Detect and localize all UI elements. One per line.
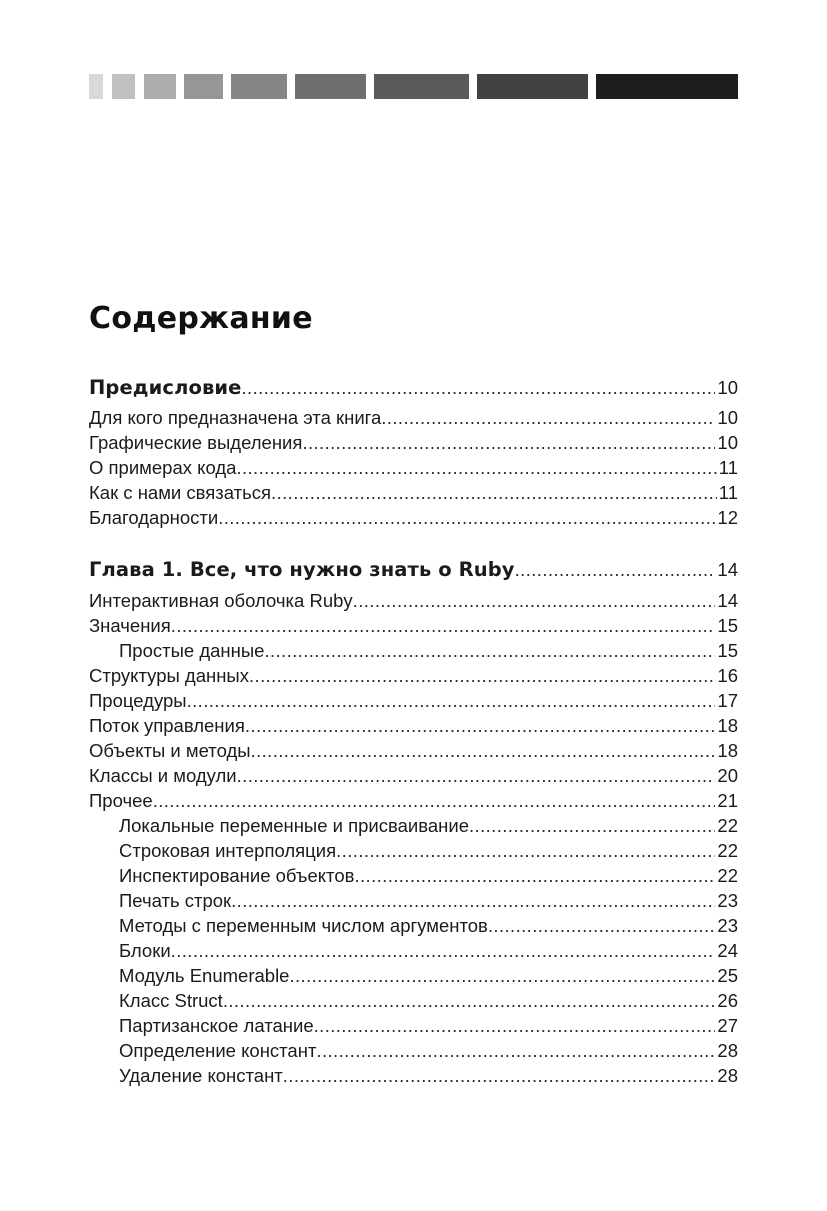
toc-entry[interactable]	[89, 505, 738, 531]
toc-page-number: 27	[717, 1015, 738, 1036]
toc-entry[interactable]	[89, 375, 738, 401]
toc-page-number: 25	[717, 965, 738, 986]
toc-entry-title: Прочее	[89, 790, 153, 811]
toc-leader-dots	[283, 1063, 716, 1089]
toc-leader-dots	[171, 938, 716, 964]
toc-entry[interactable]	[89, 988, 738, 1014]
bar-segment	[184, 74, 223, 99]
toc-entry-title: Удаление констант	[119, 1065, 283, 1086]
toc-leader-dots	[336, 838, 715, 864]
toc-page-number: 17	[717, 690, 738, 711]
toc-entry-title: Как с нами связаться	[89, 482, 272, 503]
toc-entry[interactable]	[89, 688, 738, 714]
toc-entry[interactable]	[89, 1038, 738, 1064]
bar-segment	[596, 74, 738, 99]
bar-segment	[295, 74, 366, 99]
toc-entry[interactable]	[89, 938, 738, 964]
toc-leader-dots	[171, 613, 716, 639]
header-gradient-bar	[89, 74, 738, 99]
toc-leader-dots	[381, 405, 715, 431]
toc-page-number: 12	[717, 507, 738, 528]
toc-entry-title: Партизанское латание	[119, 1015, 314, 1036]
toc-entry-title: Объекты и методы	[89, 740, 251, 761]
toc-entry[interactable]	[89, 713, 738, 739]
toc-leader-dots	[316, 1038, 715, 1064]
toc-leader-dots	[241, 375, 715, 401]
toc-leader-dots	[218, 505, 715, 531]
toc-page-number: 14	[717, 559, 738, 580]
toc-page-number: 28	[717, 1065, 738, 1086]
toc-entry-title: О примерах кода	[89, 457, 237, 478]
bar-segment	[374, 74, 469, 99]
toc-leader-dots	[271, 480, 717, 506]
bar-segment	[231, 74, 287, 99]
toc-page-number: 24	[717, 940, 738, 961]
toc-page-number: 22	[717, 840, 738, 861]
toc-leader-dots	[251, 738, 716, 764]
toc-entry-title: Интерактивная оболочка Ruby	[89, 590, 353, 611]
toc-leader-dots	[354, 863, 715, 889]
bar-segment	[112, 74, 135, 99]
toc-page-number: 22	[717, 865, 738, 886]
toc-entry-title: Инспектирование объектов	[119, 865, 355, 886]
toc-page-number: 21	[717, 790, 738, 811]
toc-page-number: 22	[717, 815, 738, 836]
toc-page-number: 16	[717, 665, 738, 686]
toc-entry-title: Процедуры	[89, 690, 187, 711]
toc-entry-title: Определение констант	[119, 1040, 317, 1061]
toc-entry-title: Графические выделения	[89, 432, 303, 453]
toc-entry[interactable]	[89, 663, 738, 689]
toc-page-number: 18	[717, 715, 738, 736]
toc-leader-dots	[264, 638, 715, 664]
toc-entry-title: Предисловие	[89, 376, 242, 399]
toc-leader-dots	[515, 557, 716, 583]
toc-entry[interactable]	[89, 405, 738, 431]
toc-leader-dots	[245, 713, 716, 739]
toc-entry[interactable]	[89, 788, 738, 814]
toc-leader-dots	[302, 430, 715, 456]
bar-segment	[144, 74, 176, 99]
toc-entry[interactable]	[89, 738, 738, 764]
toc-entry-title: Локальные переменные и присваивание	[119, 815, 470, 836]
toc-entry-title: Структуры данных	[89, 665, 249, 686]
toc-entry-title: Методы с переменным числом аргументов	[119, 915, 488, 936]
toc-leader-dots	[353, 588, 716, 614]
toc-entry-title: Для кого предназначена эта книга	[89, 407, 382, 428]
toc-entry[interactable]	[89, 638, 738, 664]
page-title: Содержание	[89, 301, 313, 336]
toc-entry-title: Строковая интерполяция	[119, 840, 337, 861]
toc-entry[interactable]	[89, 613, 738, 639]
toc-entry-title: Классы и модули	[89, 765, 237, 786]
toc-entry-title: Класс Struct	[119, 990, 223, 1011]
bar-segment	[89, 74, 103, 99]
toc-leader-dots	[488, 913, 716, 939]
toc-page-number: 15	[717, 615, 738, 636]
toc-entry[interactable]	[89, 813, 738, 839]
toc-entry-title: Благодарности	[89, 507, 219, 528]
toc-page-number: 23	[717, 915, 738, 936]
toc-entry-title: Блоки	[119, 940, 171, 961]
toc-entry-title: Значения	[89, 615, 171, 636]
toc-entry[interactable]	[89, 430, 738, 456]
toc-entry[interactable]	[89, 763, 738, 789]
toc-page-number: 18	[717, 740, 738, 761]
toc-page-number: 10	[717, 432, 738, 453]
toc-entry-title: Глава 1. Все, что нужно знать о Ruby	[89, 558, 515, 581]
toc-page-number: 11	[718, 482, 738, 503]
toc-entry[interactable]	[89, 588, 738, 614]
toc-page-number: 15	[717, 640, 738, 661]
toc-leader-dots	[153, 788, 716, 814]
toc-page-number: 10	[717, 407, 738, 428]
toc-page-number: 23	[717, 890, 738, 911]
toc-leader-dots	[223, 988, 716, 1014]
toc-page-number: 28	[717, 1040, 738, 1061]
toc-entry[interactable]	[89, 455, 738, 481]
toc-entry[interactable]	[89, 913, 738, 939]
toc-entry-title: Модуль Enumerable	[119, 965, 290, 986]
bar-segment	[477, 74, 588, 99]
toc-entry[interactable]	[89, 557, 738, 583]
toc-entry[interactable]	[89, 888, 738, 914]
toc-leader-dots	[289, 963, 715, 989]
toc-page-number: 10	[717, 377, 738, 398]
toc-entry[interactable]	[89, 838, 738, 864]
toc-entry[interactable]	[89, 1063, 738, 1089]
toc-leader-dots	[314, 1013, 716, 1039]
toc-entry-title: Простые данные	[119, 640, 265, 661]
toc-page-number: 14	[717, 590, 738, 611]
toc-page-number: 26	[717, 990, 738, 1011]
toc-leader-dots	[187, 688, 716, 714]
toc-entry[interactable]	[89, 963, 738, 989]
toc-leader-dots	[236, 455, 716, 481]
toc-entry[interactable]	[89, 480, 738, 506]
toc-entry-title: Поток управления	[89, 715, 245, 736]
toc-page-number: 11	[718, 457, 738, 478]
toc-page-number: 20	[717, 765, 738, 786]
toc-leader-dots	[237, 763, 716, 789]
toc-entry[interactable]	[89, 863, 738, 889]
toc-leader-dots	[231, 888, 715, 914]
toc-entry[interactable]	[89, 1013, 738, 1039]
toc-leader-dots	[249, 663, 715, 689]
toc-entry-title: Печать строк	[119, 890, 232, 911]
toc-leader-dots	[469, 813, 715, 839]
